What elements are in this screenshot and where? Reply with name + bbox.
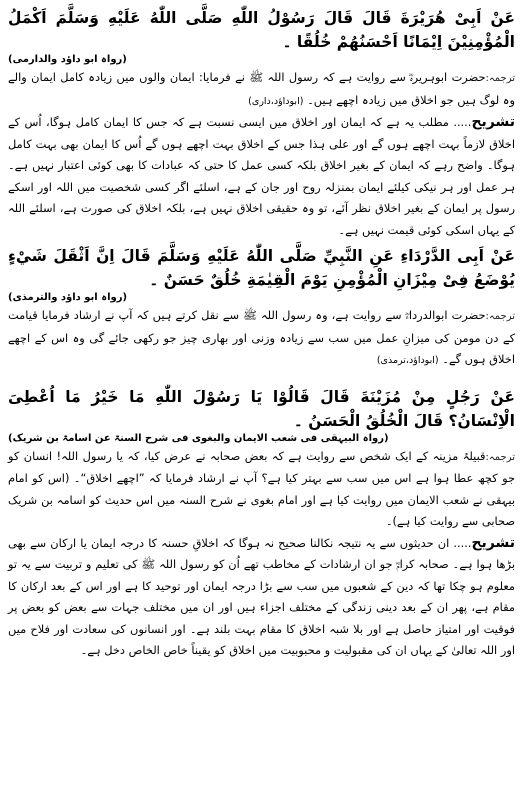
- hadith-3-arabic: عَنْ رَجُلٍ مِنْ مُزَيْنَةَ قَالَ قَالُوْا يَا رَسُوْلَ اللّٰهِ مَا خَيْرُ مَا اُعْطِىَ الْاِنْسَانُ؟ قَالَ الْخُلُقُ الْحَسَنُ ۔: [8, 387, 515, 430]
- hadith-3-translation: [8, 446, 515, 533]
- hadith-1-arabic: عَنْ اَبِىْ هُرَيْرَةَ قَالَ قَالَ رَسُوْلُ اللّٰهِ صَلَّى اللّٰهُ عَلَيْهِ وَسَلَّمَ اَكْمَلُ الْمُؤْمِنِيْنَ اِيْمَانًا اَحْسَنُهُمْ خُلُقًا ۔: [8, 9, 515, 51]
- hadith-1-tashreeh: تشریح..... مطلب یہ ہے کہ ایمان اور اخلاق میں ایسی نسبت ہے کہ جس کا ایمان کامل ہوگا، اُس کے اخلاق لازماً بہت اچھے ہوں گے اور علی ہذا جس کے اخلاق بہت اچھے ہوں گے اُس کا ایمان بھی بہت کامل ہوگا۔ واضح رہے کہ ایمان کے بغیر اخلاق بلکہ کسی عمل کا حتی کہ عبادات کا بھی کوئی اعتبار نہیں ہے۔ ہر عمل اور ہر نیکی کیلئے ایمان بمنزلہ روح اور جان کے ہے، اسلئے اگر کسی شخصیت میں اللہ اور اسکے رسول پر ایمان کے بغیر اخلاق نظر آئے، تو وہ حقیقی اخلاق نہیں ہے، بلکہ اخلاق کی صورت ہے، اسلئے اللہ کے یہاں اسکی کوئی قیمت نہیں ہے۔: [8, 114, 515, 237]
- hadith-1-translation-text: حضرت ابوہریرہؓ سے روایت ہے کہ رسول اللہ ﷺ نے فرمایا: ایمان والوں میں زیادہ کامل ایمان والے وہ لوگ ہیں جو اخلاق میں زیادہ اچھے ہیں۔: [8, 70, 515, 107]
- translation-label: ترجمہ:: [485, 73, 515, 84]
- hadith-3-translation-text: قبیلۂ مزینہ کے ایک شخص سے روایت ہے کہ بعض صحابہ نے عرض کیا، کہ یا رسول اللہ! انسان کو جو کچھ عطا ہوا ہے اس میں سب سے بہتر کیا ہے؟ آپ نے ارشاد فرمایا کہ ”اچھے اخلاق“۔ (اس کو امام بیہقی نے شعب الایمان میں روایت کیا ہے اور امام بغوی نے شرح السنہ میں اس حدیث کو اسامہ بن شریک صحابی سے روایت کیا ہے)۔: [8, 448, 515, 528]
- hadith-1-translation-ref: (ابوداؤد،داری): [248, 95, 304, 107]
- hadith-2-arabic: عَنْ اَبِى الدَّرْدَاءِ عَنِ النَّبِيِّ صَلَّى اللّٰهُ عَلَيْهِ وَسَلَّمَ قَالَ اِنَّ اَثْقَلَ شَيْءٍ يُوْضَعُ فِىْ مِيْزَانِ الْمُؤْمِنِ يَوْمَ الْقِيٰمَةِ خُلُقٌ حَسَنٌ ۔: [8, 247, 515, 289]
- hadith-2-translation: [8, 305, 515, 372]
- hadith-1-tashreeh-text: مطلب یہ ہے کہ ایمان اور اخلاق میں ایسی نسبت ہے کہ جس کا ایمان کامل ہوگا، اُس کے اخلاق لازماً بہت اچھے ہوں گے اور علی ہذا جس کے اخلاق بہت اچھے ہوں گے اُس کا ایمان بھی بہت کامل ہوگا۔ واضح رہے کہ ایمان کے بغیر اخلاق بلکہ کسی عمل کا حتی کہ عبادات کا بھی کوئی اعتبار نہیں ہے۔ ہر عمل اور ہر نیکی کیلئے ایمان بمنزلہ روح اور جان کے ہے، اسلئے اگر کسی شخصیت میں اللہ اور اسکے رسول پر ایمان کے بغیر اخلاق نظر آئے، تو وہ حقیقی اخلاق نہیں ہے، بلکہ اخلاق کی صورت ہے، اسلئے اللہ کے یہاں اسکی کوئی قیمت نہیں ہے۔: [8, 115, 515, 237]
- translation-label: ترجمہ:: [485, 451, 515, 463]
- translation-label: ترجمہ:: [485, 311, 515, 322]
- hadith-3-tashreeh: تشریح..... ان حدیثوں سے یہ نتیجہ نکالنا صحیح نہ ہوگا کہ اخلاقِ حسنہ کا درجہ ایمان یا ارکان سے بھی بڑھا ہوا ہے۔ صحابہ کرامؓ جو ان ارشادات کے مخاطب تھے اُن کو رسول اللہ ﷺ کی تعلیم و تربیت سے یہ تو معلوم ہو چکا تھا کہ دین کے شعبوں میں سب سے بڑا درجہ ایمان اور توحید کا ہے اور اس کے بعد ارکان کا مقام ہے، پھر ان کے بعد دینی زندگی کے مختلف اجزاء ہیں اور ان میں مختلف جہات سے بعض کو بعض پر فوقیت اور امتیاز حاصل ہے اور بلا شبہ اخلاق کا مقام بہت بلند ہے۔ اور انسانوں کی سعادت اور فلاح میں اور اللہ تعالیٰ کے یہاں ان کی مقبولیت و محبوبیت میں اخلاق کو یقیناً خاص الخاص دخل ہے۔: [8, 534, 515, 657]
- hadith-1-translation: [8, 67, 515, 112]
- hadith-3-section: [8, 385, 515, 662]
- hadith-3-tashreeh-text: ان حدیثوں سے یہ نتیجہ نکالنا صحیح نہ ہوگا کہ اخلاقِ حسنہ کا درجہ ایمان یا ارکان سے بھی بڑھا ہوا ہے۔ صحابہ کرامؓ جو ان ارشادات کے مخاطب تھے اُن کو رسول اللہ ﷺ کی تعلیم و تربیت سے یہ تو معلوم ہو چکا تھا کہ دین کے شعبوں میں سب سے بڑا درجہ ایمان اور توحید کا ہے اور اس کے بعد ارکان کا مقام ہے، پھر ان کے بعد دینی زندگی کے مختلف اجزاء ہیں اور ان میں مختلف جہات سے بعض کو بعض پر فوقیت اور امتیاز حاصل ہے اور بلا شبہ اخلاق کا مقام بہت بلند ہے۔ اور انسانوں کی سعادت اور فلاح میں اور اللہ تعالیٰ کے یہاں ان کی مقبولیت و محبوبیت میں اخلاق کو یقیناً خاص الخاص دخل ہے۔: [8, 535, 515, 657]
- tashreeh-label: تشریح: [471, 534, 515, 551]
- hadith-2-reference: (رواہ ابو داؤد والترمذی): [8, 292, 128, 303]
- hadith-1-section: [8, 6, 515, 241]
- hadith-2-section: [8, 244, 515, 372]
- hadith-2-translation-text: حضرت ابوالدرداءؓ سے روایت ہے، وہ رسول اللہ ﷺ سے نقل کرتے ہیں کہ آپ نے ارشاد فرمایا قیامت کے دن مومن کی میزانِ عمل میں سب سے زیادہ وزنی اور بھاری چیز جو رکھی جائے گی وہ اس کے اچھے اخلاق ہوں گے۔: [8, 308, 515, 366]
- hadith-3-reference: (رواہ البیہقی فی شعب الایمان والبغوی فی شرح السنۃ عن اسامۃ بن شریک): [8, 432, 389, 444]
- tashreeh-label: تشریح: [471, 114, 515, 130]
- hadith-1-reference: (رواہ ابو داؤد والدارمی): [8, 54, 127, 65]
- hadith-2-translation-ref: (ابوداؤد،ترمذی): [376, 355, 439, 366]
